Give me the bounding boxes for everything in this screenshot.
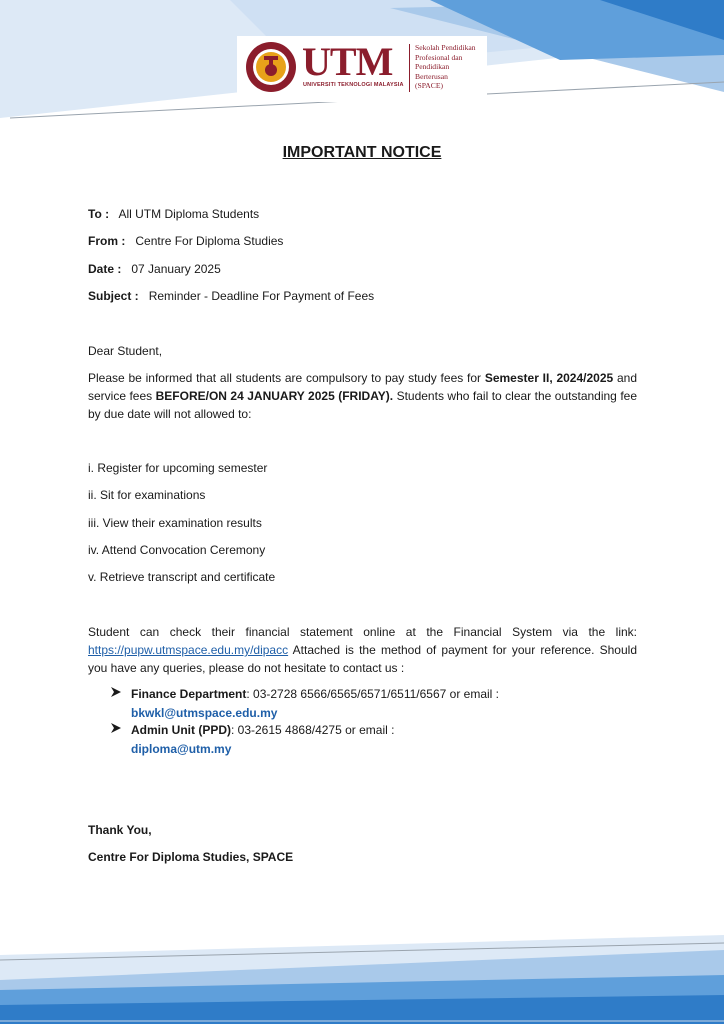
info-text: Attached is the method of payment for your reference. Should you have any queries, please do not hesitate to contact us : — [88, 643, 637, 675]
greeting: Dear Student, — [88, 344, 163, 358]
contact-details: : 03-2615 4868/4275 or email : — [231, 723, 395, 737]
info-paragraph — [88, 623, 637, 677]
email-link[interactable]: diploma@utm.my — [131, 742, 232, 756]
meta-subject — [88, 288, 374, 304]
logo-school-line: Berterusan — [415, 71, 448, 81]
logo-university-name: UNIVERSITI TEKNOLOGI MALAYSIA — [303, 82, 404, 88]
from-value: Centre For Diploma Studies — [135, 234, 284, 248]
logo-school-line: Profesional dan — [415, 52, 463, 62]
contact-details: : 03-2728 6566/6565/6571/6511/6567 or email : — [246, 687, 500, 701]
body-paragraph — [88, 369, 637, 423]
body-text: Please be informed that all students are compulsory to pay study fees for — [88, 371, 485, 385]
subject-label: Subject : — [88, 289, 139, 303]
logo-school-line: Pendidikan — [415, 62, 450, 72]
meta-from — [88, 233, 283, 249]
to-label: To : — [88, 207, 110, 221]
list-item: i. Register for upcoming semester — [88, 461, 268, 475]
logo-divider — [409, 44, 410, 92]
arrow-bullet-icon — [110, 686, 122, 698]
arrow-bullet-icon — [110, 722, 122, 734]
list-item: ii. Sit for examinations — [88, 488, 206, 502]
date-value: 07 January 2025 — [131, 262, 221, 276]
logo-school-line: Sekolah Pendidikan — [415, 43, 476, 52]
logo-wordmark: UTM — [302, 39, 393, 84]
body-text: Students who fail to clear the outstanding fee by due date will not allowed to: — [88, 389, 637, 421]
logo-school-line: (SPACE) — [415, 81, 443, 91]
financial-system-link[interactable]: https://pupw.utmspace.edu.my/dipacc — [88, 643, 289, 657]
subject-value: Reminder - Deadline For Payment of Fees — [148, 289, 375, 303]
body-text: and service fees — [88, 371, 638, 403]
meta-date — [88, 261, 221, 277]
to-value: All UTM Diploma Students — [118, 207, 260, 221]
info-text: Student can check their financial statement online at the Financial System via the link: — [88, 625, 637, 639]
list-item: iv. Attend Convocation Ceremony — [88, 543, 266, 557]
contact-name: Admin Unit (PPD) — [131, 723, 231, 737]
closing-thanks: Thank You, — [88, 823, 152, 837]
deadline-highlight: BEFORE/ON 24 JANUARY 2025 (FRIDAY). — [155, 389, 394, 403]
contact-name: Finance Department — [131, 687, 247, 701]
utm-space-logo — [237, 36, 487, 102]
contact-finance — [110, 685, 499, 723]
signature: Centre For Diploma Studies, SPACE — [88, 850, 294, 864]
meta-to — [88, 206, 259, 222]
email-link[interactable]: bkwkl@utmspace.edu.my — [131, 706, 278, 720]
logo-school-name — [415, 43, 476, 91]
utm-emblem-icon — [245, 41, 297, 93]
from-label: From : — [88, 234, 126, 248]
semester-highlight: Semester II, 2024/2025 — [484, 371, 614, 385]
list-item: iii. View their examination results — [88, 516, 262, 530]
list-item: v. Retrieve transcript and certificate — [88, 570, 276, 584]
footer-banner — [0, 935, 724, 1024]
date-label: Date : — [88, 262, 122, 276]
contact-admin — [110, 721, 394, 759]
notice-title: IMPORTANT NOTICE — [282, 144, 442, 161]
